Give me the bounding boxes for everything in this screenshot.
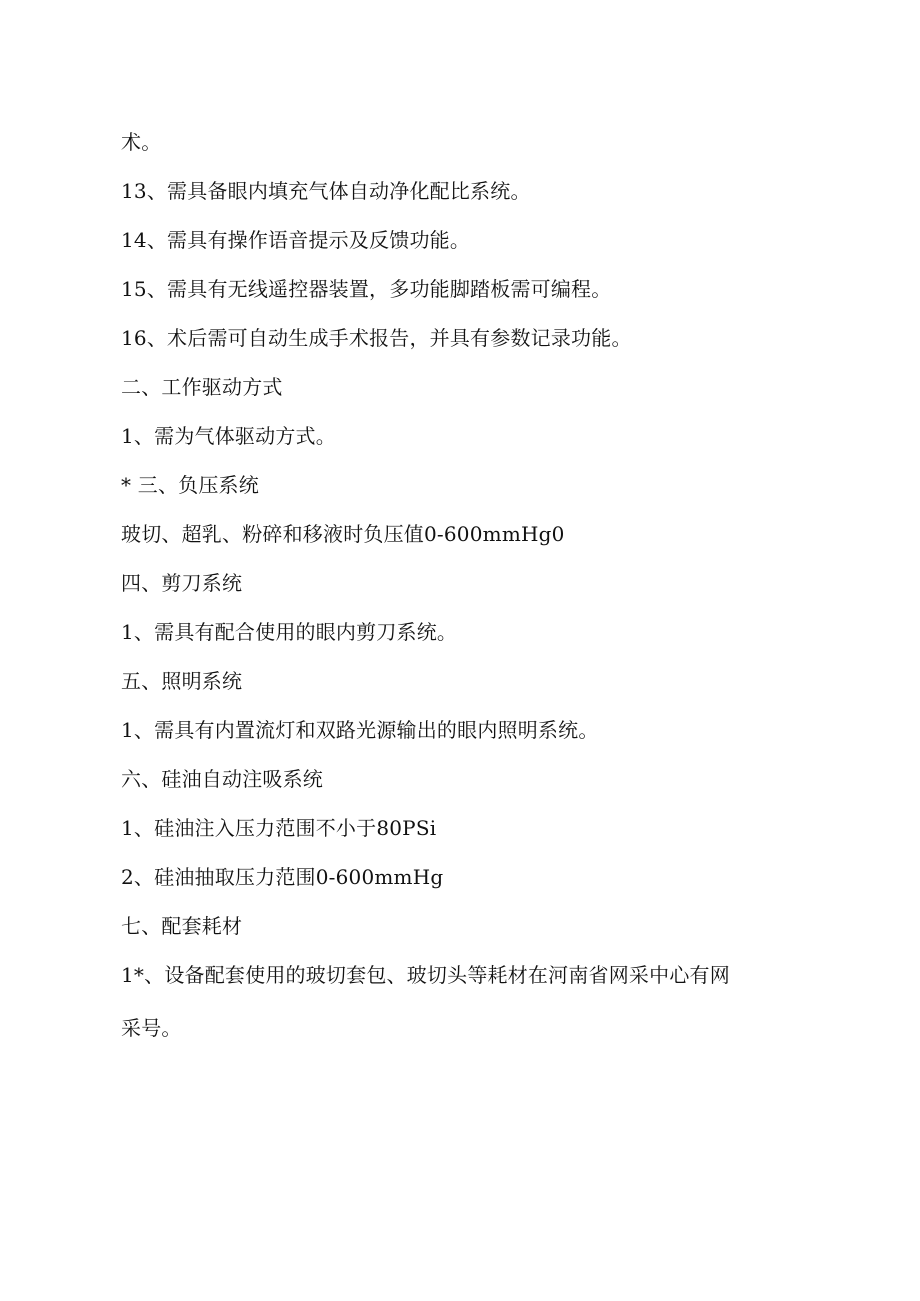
text-line: 1、硅油注入压力范围不小于80PSi xyxy=(121,816,437,840)
section-heading: 四、剪刀系统 xyxy=(121,571,243,595)
section-heading: 二、工作驱动方式 xyxy=(121,375,283,399)
text-line: 玻切、超乳、粉碎和移液时负压值0-600mmHg0 xyxy=(121,522,565,546)
text-line: 1、需为气体驱动方式。 xyxy=(121,424,336,448)
text-line: 2、硅油抽取压力范围0-600mmHg xyxy=(121,865,444,889)
text-line: 15、需具有无线遥控器装置，多功能脚踏板需可编程。 xyxy=(121,277,612,301)
text-line: 1*、设备配套使用的玻切套包、玻切头等耗材在河南省网采中心有网 xyxy=(121,963,730,987)
text-line: 16、术后需可自动生成手术报告，并具有参数记录功能。 xyxy=(121,326,632,350)
section-heading: 七、配套耗材 xyxy=(121,914,243,938)
text-line: 采号。 xyxy=(121,1016,182,1040)
section-heading: 六、硅油自动注吸系统 xyxy=(121,767,323,791)
section-heading: 五、照明系统 xyxy=(121,669,243,693)
text-line: 1、需具有配合使用的眼内剪刀系统。 xyxy=(121,620,458,644)
section-heading: * 三、负压系统 xyxy=(121,473,259,497)
text-line: 1、需具有内置流灯和双路光源输出的眼内照明系统。 xyxy=(121,718,599,742)
text-line: 13、需具备眼内填充气体自动净化配比系统。 xyxy=(121,179,531,203)
document-body xyxy=(121,126,821,1061)
text-line: 术。 xyxy=(121,130,162,154)
text-line: 14、需具有操作语音提示及反馈功能。 xyxy=(121,228,471,252)
